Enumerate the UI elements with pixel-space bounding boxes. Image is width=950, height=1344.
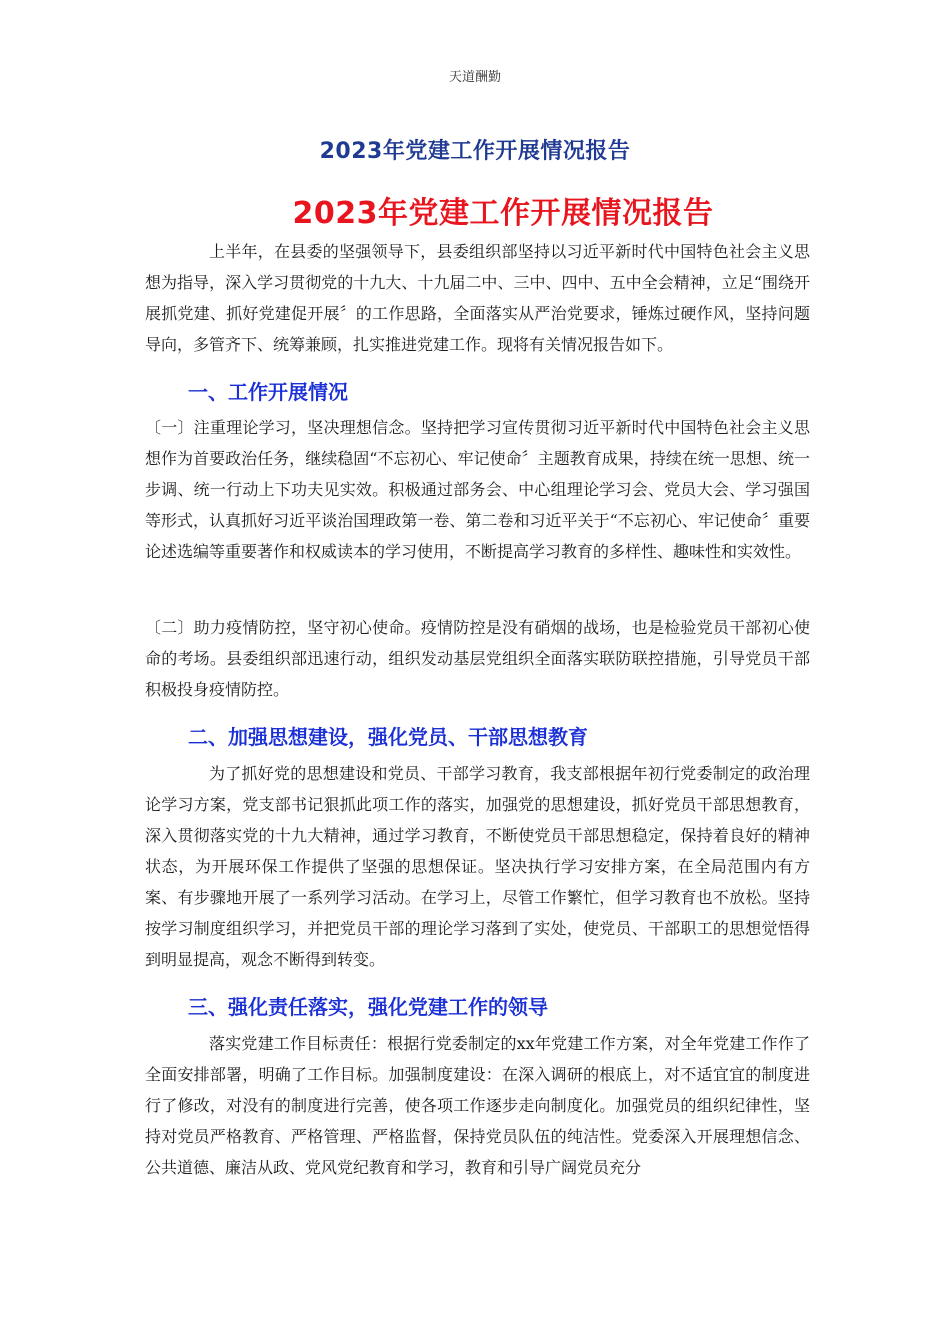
section-3-heading: 三、强化责任落实，强化党建工作的领导 bbox=[188, 995, 548, 1019]
section-1-paragraph-1: 〔一〕注重理论学习，坚决理想信念。坚持把学习宣传贯彻习近平新时代中国特色社会主义思想作为首要政治任务，继续稳固“不忘初心、牢记使命〞主题教育成果，持续在统一思想、统一步调、统一行动上下功夫见实效。积极通过部务会、中心组理论学习会、党员大会、学习强国等形式，认真抓好习近平谈治国理政第一卷、第二卷和习近平关于“不忘初心、牢记使命〞重要论述选编等重要著作和权威读本的学习使用，不断提高学习教育的多样性、趣味性和实效性。 bbox=[145, 418, 810, 561]
section-3-paragraph-1: 落实党建工作目标责任：根据行党委制定的xx年党建工作方案，对全年党建工作作了全面安排部署，明确了工作目标。加强制度建设：在深入调研的根底上，对不适宜宜的制度进行了修改，对没有的制度进行完善，使各项工作逐步走向制度化。加强党员的组织纪律性，坚持对党员严格教育、严格管理、严格监督，保持党员队伍的纯洁性。党委深入开展理想信念、公共道德、廉洁从政、党风党纪教育和学习，教育和引导广阔党员充分 bbox=[145, 1034, 810, 1177]
section-1-heading: 一、工作开展情况 bbox=[188, 380, 348, 404]
section-2-heading: 二、加强思想建设，强化党员、干部思想教育 bbox=[188, 725, 588, 749]
intro-paragraph: 上半年，在县委的坚强领导下，县委组织部坚持以习近平新时代中国特色社会主义思想为指导，深入学习贯彻党的十九大、十九届二中、三中、四中、五中全会精神，立足“围绕开展抓党建、抓好党建促开展〞的工作思路，全面落实从严治党要求，锤炼过硬作风，坚持问题导向，多管齐下、统筹兼顾，扎实推进党建工作。现将有关情况报告如下。 bbox=[145, 242, 810, 354]
section-1-paragraph-2: 〔二〕助力疫情防控，坚守初心使命。疫情防控是没有硝烟的战场，也是检验党员干部初心使命的考场。县委组织部迅速行动，组织发动基层党组织全面落实联防联控措施，引导党员干部积极投身疫情防控。 bbox=[145, 618, 810, 699]
document-title-small: 2023年党建工作开展情况报告 bbox=[319, 139, 631, 164]
section-2-paragraph-1: 为了抓好党的思想建设和党员、干部学习教育，我支部根据年初行党委制定的政治理论学习方案，党支部书记狠抓此项工作的落实，加强党的思想建设，抓好党员干部思想教育，深入贯彻落实党的十九大精神，通过学习教育，不断使党员干部思想稳定，保持着良好的精神状态，为开展环保工作提供了坚强的思想保证。坚决执行学习安排方案，在全局范围内有方案、有步骤地开展了一系列学习活动。在学习上，尽管工作繁忙，但学习教育也不放松。坚持按学习制度组织学习，并把党员干部的理论学习落到了实处，使党员、干部职工的思想觉悟得到明显提高，观念不断得到转变。 bbox=[145, 764, 810, 969]
page-header: 天道酬勤 bbox=[448, 70, 501, 85]
document-title-main: 2023年党建工作开展情况报告 bbox=[292, 196, 714, 231]
